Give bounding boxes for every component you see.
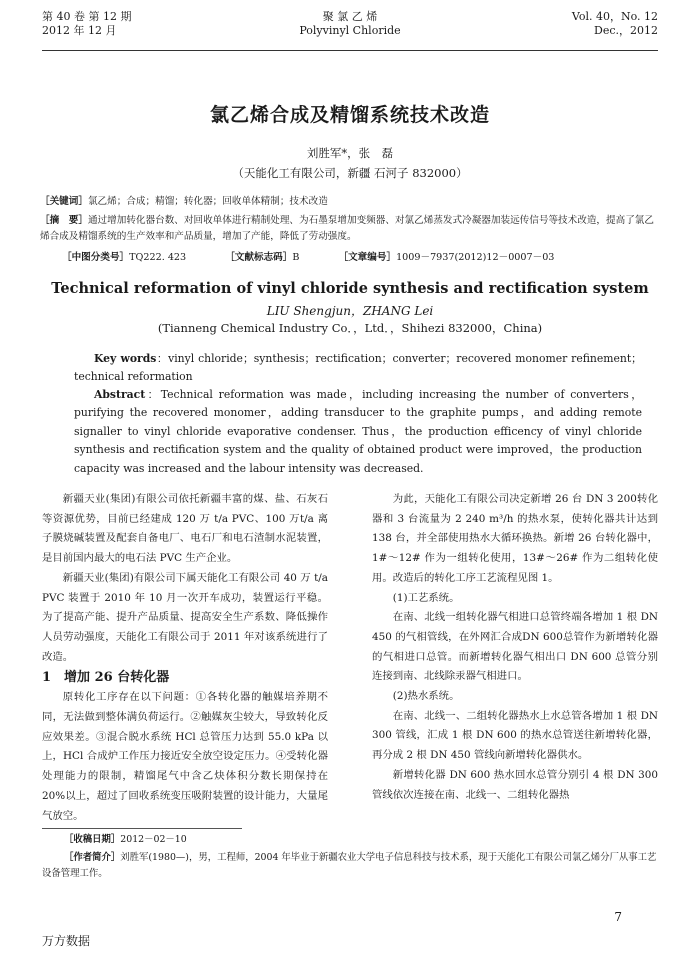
abstract-en-text: ：Technical reformation was made，including increasing the number of converters，purifying the recovered monomer，adding transducer to the graphite pumps，and adding remote signaller to vinyl chloride evaporative condenser. Thus，the production efficency of vinyl chloride synthesis and rectification system and the quality of obtained product were improved，the production capacity was increased and the labour intensity was decreased. xyxy=(74,388,642,475)
keywords-en-text: ：vinyl chloride；synthesis；rectification；converter；recovered monomer refinement；technical reformation xyxy=(74,352,642,384)
header-divider xyxy=(42,50,658,51)
clc-value: TQ222. 423 xyxy=(129,252,187,263)
keywords-cn xyxy=(40,194,658,210)
paragraph: 新疆天业(集团)有限公司依托新疆丰富的煤、盐、石灰石等资源优势，目前已经建成 120 万 t/a PVC、100 万t/a 离子膜烧碱装置及配套自备电厂、电石厂和电石渣制水泥装置，是目前国内最大的电石法 PVC 生产企业。 xyxy=(42,493,328,565)
body-column-left xyxy=(42,490,328,826)
author-bio-label: ［作者简介］ xyxy=(64,852,121,863)
abstract-en xyxy=(74,386,642,478)
issue-date-en: Dec.，2012 xyxy=(594,24,658,37)
journal-name-cn: 聚 氯 乙 烯 xyxy=(322,10,378,23)
keywords-en xyxy=(74,350,642,387)
received-date: 2012－02－10 xyxy=(120,834,187,845)
affiliation-cn: （天能化工有限公司，新疆 石河子 832000） xyxy=(232,166,468,180)
paragraph: 为此，天能化工有限公司决定新增 26 台 DN 3 200转化器和 3 台流量为 2 240 m³/h 的热水泵，使转化器共计达到 138 台，并全部使用热水大循环换热。新增 26 台转化器中，1#～12# 作为一组转化使用，13#～26# 作为二组转化使用。改造后的转化工序工艺流程见图 1。 xyxy=(372,493,658,584)
journal-name xyxy=(42,10,658,38)
authors-en: LIU Shengjun，ZHANG Lei xyxy=(266,304,434,318)
classification-line xyxy=(62,250,658,266)
footnote-divider xyxy=(42,828,242,829)
abstract-cn xyxy=(40,213,658,245)
volume-issue-en: Vol. 40，No. 12 xyxy=(571,10,658,23)
author-bio-text: 刘胜军(1980—)，男，工程师，2004 年毕业于新疆农业大学电子信息科技与技术系，现于天能化工有限公司氯乙烯分厂从事工艺设备管理工作。 xyxy=(42,852,657,879)
paragraph: 在南、北线一组转化器气相进口总管终端各增加 1 根 DN 450 的气相管线，在外网汇合成DN 600总管作为新增转化器的气相进口总管。而新增转化器气相出口 DN 600 总管分别连接到南、北线除汞器气相进口。 xyxy=(372,611,658,683)
abstract-en-label: Abstract xyxy=(94,388,146,401)
journal-name-en: Polyvinyl Chloride xyxy=(299,24,401,37)
journal-volume-en xyxy=(572,10,658,38)
abstract-cn-label: ［摘 要］ xyxy=(40,215,88,226)
running-header xyxy=(42,10,658,48)
section-heading: 1 增加 26 台转化器 xyxy=(42,670,170,686)
footnote-author xyxy=(42,850,658,882)
received-label: ［收稿日期］ xyxy=(64,834,121,845)
keywords-cn-text: 氯乙烯；合成；精馏；转化器；回收单体精制；技术改造 xyxy=(87,196,328,207)
paragraph: 原转化工序存在以下问题：①各转化器的触媒培养期不同，无法做到整体满负荷运行。②触媒灰尘较大，导致转化反应效果差。③混合脱水系统 HCl 总管压力达到 55.0 kPa 以上，HCl 合成炉工作压力接近安全放空设定压力。④受转化器处理能力的限制，精馏尾气中含乙炔体积分数长期保持在 20%以上，超过了回收系统变压吸附装置的设计能力，大量尾气放空。 xyxy=(42,691,328,822)
issue-date: 2012 年 12 月 xyxy=(42,24,117,37)
watermark: 万方数据 xyxy=(42,934,91,948)
keywords-cn-label: ［关键词］ xyxy=(40,196,88,207)
subheading: (2)热水系统。 xyxy=(392,690,460,703)
doc-code-value: B xyxy=(292,252,300,263)
authors-cn: 刘胜军*，张 磊 xyxy=(306,146,394,160)
affiliation-en: (Tianneng Chemical Industry Co．，Ltd．，Shihezi 832000，China) xyxy=(157,321,543,335)
page-title-en: Technical reformation of vinyl chloride synthesis and rectification system xyxy=(51,280,649,297)
paragraph: 在南、北线一、二组转化器热水上水总管各增加 1 根 DN 300 管线，汇成 1 根 DN 600 的热水总管送往新增转化器，再分成 2 根 DN 450 管线向新增转化器供水。 xyxy=(372,709,658,762)
footnote-received xyxy=(64,832,658,848)
page-title-cn: 氯乙烯合成及精馏系统技术改造 xyxy=(209,104,490,126)
volume-issue: 第 40 卷 第 12 期 xyxy=(42,10,132,23)
abstract-cn-text: 通过增加转化器台数、对回收单体进行精制处理、为石墨泵增加变频器、对氯乙烯蒸发式冷凝器加装远传信号等技术改造，提高了氯乙烯合成及精馏系统的生产效率和产品质量，增加了产能，降低了劳动强度。 xyxy=(40,215,654,242)
page-number: 7 xyxy=(614,910,622,924)
keywords-en-label: Key words xyxy=(94,352,157,365)
subheading: (1)工艺系统。 xyxy=(392,591,460,604)
article-id-label: ［文章编号］ xyxy=(338,252,397,263)
body-column-right xyxy=(372,490,658,805)
doc-code-label: ［文献标志码］ xyxy=(225,252,293,263)
article-id-value: 1009－7937(2012)12－0007－03 xyxy=(396,252,555,263)
clc-label: ［中图分类号］ xyxy=(62,252,130,263)
paragraph: 新疆天业(集团)有限公司下属天能化工有限公司 40 万 t/a PVC 装置于 2010 年 10 月一次开车成功，装置运行平稳。为了提高产能、提升产品质量、提高安全生产系数、降低操作人员劳动强度，天能化工有限公司于 2011 年对该系统进行了改造。 xyxy=(42,571,328,663)
paragraph: 新增转化器 DN 600 热水回水总管分别引 4 根 DN 300 管线依次连接在南、北线一、二组转化器热 xyxy=(372,768,658,801)
